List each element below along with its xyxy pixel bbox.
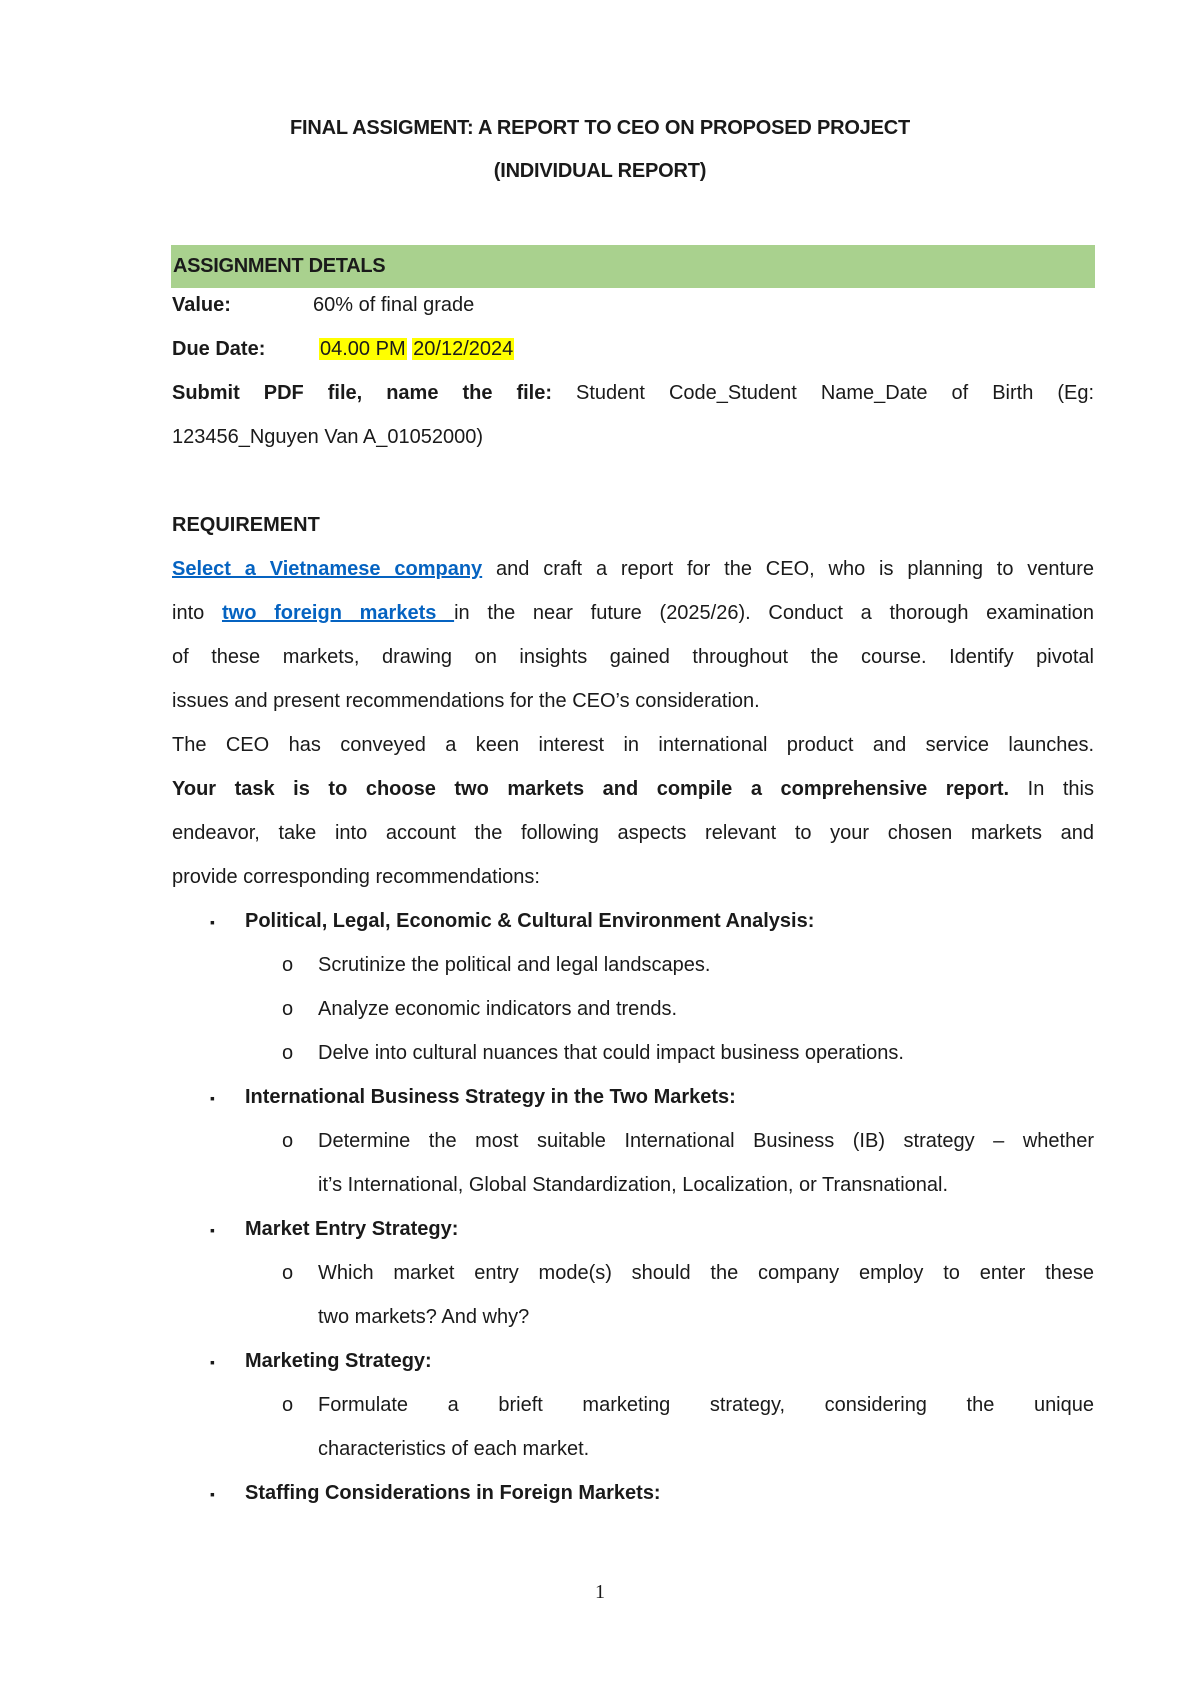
requirement-heading: REQUIREMENT bbox=[172, 514, 320, 536]
square-bullet-icon: ▪ bbox=[210, 1090, 215, 1106]
square-bullet-icon: ▪ bbox=[210, 1486, 215, 1502]
aspect-item: Determine the most suitable International Business (IB) strategy – whether bbox=[318, 1130, 1094, 1152]
requirement-para-line4: issues and present recommendations for the CEO’s consideration. bbox=[172, 690, 760, 712]
due-date-value bbox=[319, 338, 514, 361]
submit-example: 123456_Nguyen Van A_01052000) bbox=[172, 426, 484, 448]
page-number: 1 bbox=[595, 1581, 605, 1603]
aspect-heading: International Business Strategy in the Two Markets: bbox=[245, 1086, 736, 1108]
document-subtitle: (INDIVIDUAL REPORT) bbox=[493, 160, 707, 182]
aspect-heading: Marketing Strategy: bbox=[245, 1350, 432, 1372]
select-company-link[interactable]: Select a Vietnamese company bbox=[172, 558, 483, 580]
square-bullet-icon: ▪ bbox=[210, 1354, 215, 1370]
aspect-heading: Staffing Considerations in Foreign Markets: bbox=[245, 1482, 661, 1504]
document-title: FINAL ASSIGMENT: A REPORT TO CEO ON PROPOSED PROJECT bbox=[289, 117, 911, 139]
due-date-label: Due Date: bbox=[172, 338, 266, 360]
circle-bullet-icon: o bbox=[282, 1130, 294, 1152]
aspect-item-continued: two markets? And why? bbox=[318, 1306, 530, 1328]
requirement-para-line1: Select a Vietnamese company and craft a report for the CEO, who is planning to venture bbox=[172, 558, 1094, 580]
submit-label: Submit PDF file, name the file: bbox=[172, 382, 552, 404]
aspect-item-continued: characteristics of each market. bbox=[318, 1438, 590, 1460]
circle-bullet-icon: o bbox=[282, 1042, 294, 1064]
aspect-item: Which market entry mode(s) should the company employ to enter these bbox=[318, 1262, 1094, 1284]
requirement-para-line7: endeavor, take into account the following aspects relevant to your chosen markets and bbox=[172, 822, 1094, 844]
aspect-item: Formulate a brieft marketing strategy, considering the unique bbox=[318, 1394, 1094, 1416]
aspect-item: Analyze economic indicators and trends. bbox=[318, 998, 678, 1020]
two-foreign-markets-link[interactable]: two foreign markets bbox=[221, 602, 455, 624]
aspect-heading: Market Entry Strategy: bbox=[245, 1218, 459, 1240]
requirement-para-line3: of these markets, drawing on insights gained throughout the course. Identify pivotal bbox=[172, 646, 1094, 668]
task-statement: Your task is to choose two markets and compile a comprehensive report. bbox=[172, 778, 1010, 800]
due-date-highlight: 20/12/2024 bbox=[413, 338, 514, 360]
square-bullet-icon: ▪ bbox=[210, 914, 215, 930]
value-text: 60% of final grade bbox=[313, 294, 475, 316]
requirement-para-line2: into two foreign markets in the near future (2025/26). Conduct a thorough examination bbox=[172, 602, 1095, 624]
aspect-item: Delve into cultural nuances that could impact business operations. bbox=[318, 1042, 904, 1064]
circle-bullet-icon: o bbox=[282, 998, 294, 1020]
circle-bullet-icon: o bbox=[282, 1394, 294, 1416]
assignment-details-label: ASSIGNMENT DETALS bbox=[173, 255, 386, 277]
requirement-para-line8: provide corresponding recommendations: bbox=[172, 866, 540, 888]
requirement-para-line5: The CEO has conveyed a keen interest in international product and service launches. bbox=[172, 734, 1094, 756]
circle-bullet-icon: o bbox=[282, 1262, 294, 1284]
submit-instructions-line1 bbox=[172, 382, 1094, 405]
square-bullet-icon: ▪ bbox=[210, 1222, 215, 1238]
circle-bullet-icon: o bbox=[282, 954, 294, 976]
aspect-heading: Political, Legal, Economic & Cultural Environment Analysis: bbox=[245, 910, 815, 932]
aspect-item: Scrutinize the political and legal landscapes. bbox=[318, 954, 711, 976]
assignment-details-header bbox=[171, 245, 1095, 288]
value-label: Value: bbox=[172, 294, 231, 316]
submit-format: Student Code_Student Name_Date of Birth (Eg: bbox=[576, 382, 1094, 404]
due-time-highlight: 04.00 PM bbox=[320, 338, 406, 360]
value-row bbox=[172, 294, 231, 317]
due-date-row bbox=[172, 338, 265, 361]
requirement-para-line6: Your task is to choose two markets and compile a comprehensive report. In this bbox=[172, 778, 1094, 800]
aspect-item-continued: it’s International, Global Standardization, Localization, or Transnational. bbox=[318, 1174, 949, 1196]
